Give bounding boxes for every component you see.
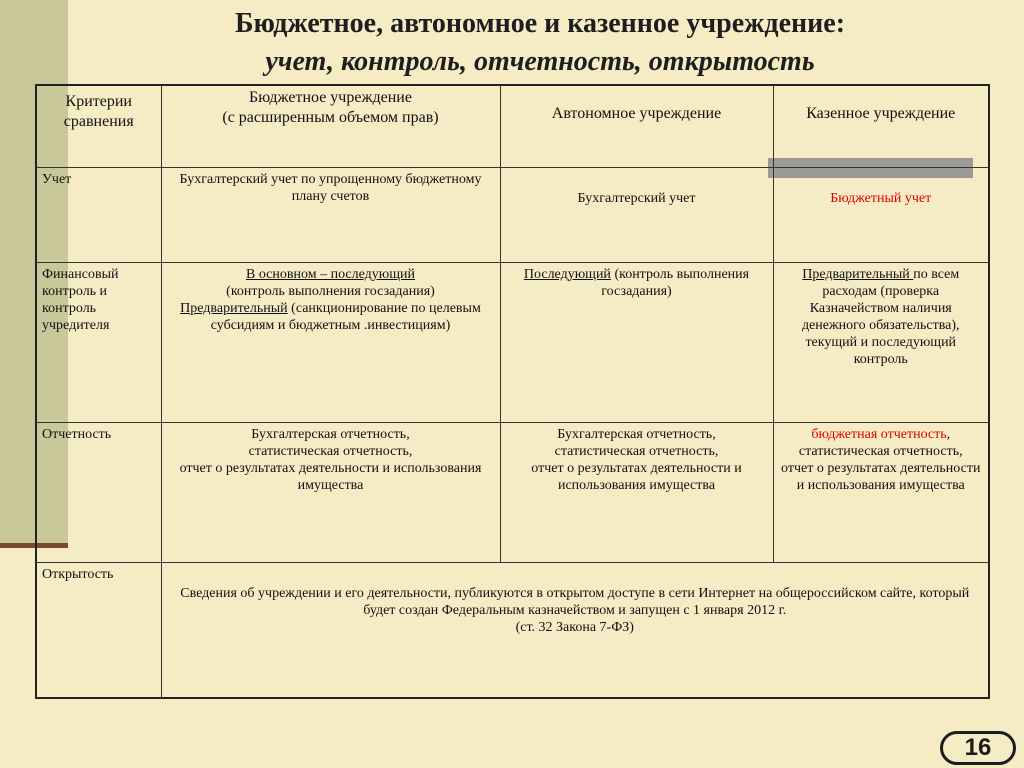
row-label-control: Финансовый контроль и контроль учредителя bbox=[36, 262, 161, 422]
header-budget-line2: (с расширенным объемом прав) bbox=[222, 109, 439, 126]
openness-law-ref: (ст. 32 Закона 7-ФЗ) bbox=[515, 619, 634, 635]
reporting-autonomous-2: статистическая отчетность, bbox=[554, 443, 719, 459]
cell-accounting-budget: Бухгалтерский учет по упрощенному бюджетному плану счетов bbox=[161, 167, 500, 262]
control-treasury-note: по всем расходам (проверка Казначейством наличия денежного обязательства), текущий и последующий контроль bbox=[801, 266, 960, 367]
cell-control-budget bbox=[161, 262, 500, 422]
header-budget-line1: Бюджетное учреждение bbox=[249, 89, 412, 106]
control-budget-preliminary: Предварительный bbox=[180, 300, 288, 316]
row-label-accounting: Учет bbox=[36, 167, 161, 262]
page-number-badge: 16 bbox=[940, 731, 1016, 765]
table-row bbox=[36, 167, 989, 262]
row-label-openness: Открытость bbox=[36, 562, 161, 698]
row-label-reporting: Отчетность bbox=[36, 422, 161, 562]
cell-openness bbox=[161, 562, 989, 698]
header-autonomous: Автономное учреждение bbox=[500, 85, 773, 167]
control-budget-primary-note: (контроль выполнения госзадания) bbox=[226, 283, 435, 299]
comparison-table bbox=[35, 84, 990, 699]
header-budget bbox=[161, 85, 500, 167]
cell-accounting-treasury: Бюджетный учет bbox=[773, 167, 989, 262]
cell-reporting-treasury bbox=[773, 422, 989, 562]
header-criteria: Критерии сравнения bbox=[36, 85, 161, 167]
header-treasury: Казенное учреждение bbox=[773, 85, 989, 167]
reporting-budget-3: отчет о результатах деятельности и использования имущества bbox=[179, 460, 482, 493]
control-budget-preliminary-note: (санкционирование по целевым субсидиям и бюджетным .инвестициям) bbox=[210, 300, 481, 333]
reporting-budget-1: Бухгалтерская отчетность, bbox=[251, 426, 410, 442]
cell-control-autonomous bbox=[500, 262, 773, 422]
reporting-budget-2: статистическая отчетность, bbox=[248, 443, 413, 459]
reporting-treasury-comma: , bbox=[946, 426, 951, 442]
slide-subtitle: учет, контроль, отчетность, открытость bbox=[265, 46, 815, 77]
table-row bbox=[36, 262, 989, 422]
cell-accounting-autonomous: Бухгалтерский учет bbox=[500, 167, 773, 262]
openness-text: Сведения об учреждении и его деятельности, публикуются в открытом доступе в сети Интернет на общероссийском сайте, который будет создан Федеральным казначейством и запущен с 1 января 2012 г. bbox=[180, 585, 970, 618]
table-row bbox=[36, 562, 989, 698]
reporting-autonomous-1: Бухгалтерская отчетность, bbox=[557, 426, 716, 442]
control-treasury-type: Предварительный bbox=[802, 266, 914, 282]
cell-control-treasury bbox=[773, 262, 989, 422]
cell-reporting-budget bbox=[161, 422, 500, 562]
reporting-autonomous-3: отчет о результатах деятельности и использования имущества bbox=[531, 460, 742, 493]
reporting-treasury-budget: бюджетная отчетность bbox=[811, 426, 947, 442]
slide-title: Бюджетное, автономное и казенное учреждение: bbox=[234, 8, 846, 39]
control-autonomous-type: Последующий bbox=[523, 266, 611, 282]
cell-reporting-autonomous bbox=[500, 422, 773, 562]
reporting-treasury-3: отчет о результатах деятельности и использования имущества bbox=[781, 460, 981, 493]
reporting-treasury-2: статистическая отчетность, bbox=[798, 443, 963, 459]
control-budget-primary: В основном – последующий bbox=[245, 266, 415, 282]
control-autonomous-note: (контроль выполнения госзадания) bbox=[601, 266, 750, 299]
table-row bbox=[36, 422, 989, 562]
table-header-row bbox=[36, 85, 989, 167]
